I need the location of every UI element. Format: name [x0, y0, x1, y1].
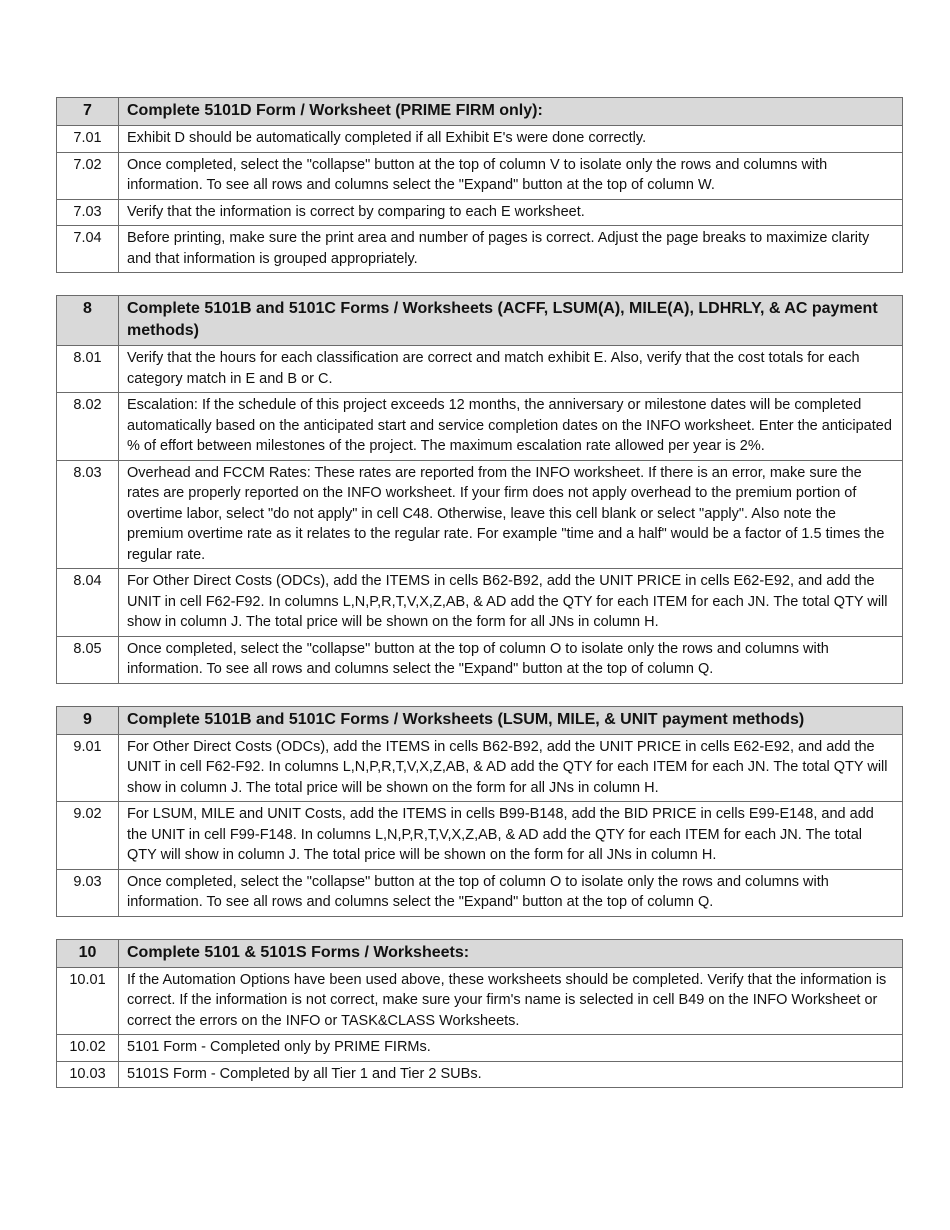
step-text: 5101S Form - Completed by all Tier 1 and Tier 2 SUBs.: [119, 1061, 903, 1088]
section-header: [57, 706, 903, 734]
table-row: [57, 1035, 903, 1062]
step-number: 8.01: [57, 346, 119, 393]
section-number: 10: [57, 939, 119, 967]
instructions-page: [56, 97, 902, 1088]
table-row: [57, 126, 903, 153]
table-row: [57, 569, 903, 637]
step-number: 9.01: [57, 734, 119, 802]
step-text: Before printing, make sure the print area and number of pages is correct. Adjust the page breaks to maximize clarity and that information is grouped appropriately.: [119, 226, 903, 273]
step-number: 8.02: [57, 393, 119, 461]
step-text: If the Automation Options have been used above, these worksheets should be completed. Verify that the information is correct. If the information is not correct, make sure your firm's name is selected in cell B49 on the INFO Worksheet or correct the errors on the INFO or TASK&CLASS Worksheets.: [119, 967, 903, 1035]
step-text: Verify that the information is correct by comparing to each E worksheet.: [119, 199, 903, 226]
section-9-table: [56, 706, 903, 917]
step-number: 10.01: [57, 967, 119, 1035]
table-row: [57, 199, 903, 226]
section-number: 7: [57, 98, 119, 126]
section-title: Complete 5101 & 5101S Forms / Worksheets:: [119, 939, 903, 967]
step-text: Once completed, select the "collapse" button at the top of column V to isolate only the rows and columns with information. To see all rows and columns select the "Expand" button at the top of column W.: [119, 152, 903, 199]
section-number: 8: [57, 296, 119, 346]
step-number: 10.03: [57, 1061, 119, 1088]
table-row: [57, 152, 903, 199]
step-number: 8.03: [57, 460, 119, 569]
section-header: [57, 296, 903, 346]
table-row: [57, 1061, 903, 1088]
step-text: For LSUM, MILE and UNIT Costs, add the ITEMS in cells B99-B148, add the BID PRICE in cells E99-E148, and add the UNIT in cell F99-F148. In columns L,N,P,R,T,V,X,Z,AB, & AD add the QTY for each ITEM for each JN. The total QTY will show in column J. The total price will be shown on the form for all JNs in column H.: [119, 802, 903, 870]
table-row: [57, 226, 903, 273]
section-8-table: [56, 295, 903, 684]
table-row: [57, 460, 903, 569]
table-row: [57, 734, 903, 802]
step-number: 7.01: [57, 126, 119, 153]
step-text: Verify that the hours for each classification are correct and match exhibit E. Also, verify that the cost totals for each category match in E and B or C.: [119, 346, 903, 393]
step-number: 7.03: [57, 199, 119, 226]
step-text: Once completed, select the "collapse" button at the top of column O to isolate only the rows and columns with information. To see all rows and columns select the "Expand" button at the top of column Q.: [119, 636, 903, 683]
step-number: 8.05: [57, 636, 119, 683]
section-spacer: [56, 684, 902, 706]
step-number: 7.04: [57, 226, 119, 273]
step-number: 9.02: [57, 802, 119, 870]
step-text: Exhibit D should be automatically completed if all Exhibit E's were done correctly.: [119, 126, 903, 153]
section-title: Complete 5101D Form / Worksheet (PRIME FIRM only):: [119, 98, 903, 126]
table-row: [57, 802, 903, 870]
step-text: For Other Direct Costs (ODCs), add the ITEMS in cells B62-B92, add the UNIT PRICE in cells E62-E92, and add the UNIT in cell F62-F92. In columns L,N,P,R,T,V,X,Z,AB, & AD add the QTY for each ITEM for each JN. The total QTY will show in column J. The total price will be shown on the form for all JNs in column H.: [119, 734, 903, 802]
step-text: Escalation: If the schedule of this project exceeds 12 months, the anniversary or milestone dates will be completed automatically based on the anticipated start and service completion dates on the INFO worksheet. Enter the anticipated % of effort between milestones of the project. The maximum escalation rate allowed per year is 2%.: [119, 393, 903, 461]
section-number: 9: [57, 706, 119, 734]
step-number: 9.03: [57, 869, 119, 916]
section-title: Complete 5101B and 5101C Forms / Worksheets (ACFF, LSUM(A), MILE(A), LDHRLY, & AC payment methods): [119, 296, 903, 346]
table-row: [57, 967, 903, 1035]
step-number: 10.02: [57, 1035, 119, 1062]
section-header: [57, 939, 903, 967]
section-spacer: [56, 917, 902, 939]
section-header: [57, 98, 903, 126]
step-text: Once completed, select the "collapse" button at the top of column O to isolate only the rows and columns with information. To see all rows and columns select the "Expand" button at the top of column Q.: [119, 869, 903, 916]
table-row: [57, 869, 903, 916]
step-text: Overhead and FCCM Rates: These rates are reported from the INFO worksheet. If there is an error, make sure the rates are properly reported on the INFO worksheet. If your firm does not apply overhead to the premium portion of overtime labor, select "do not apply" in cell C48. Otherwise, leave this cell blank or select "apply". Also note the premium overtime rate as it relates to the regular rate. For example "time and a half" would be a factor of 1.5 times the regular rate.: [119, 460, 903, 569]
section-7-table: [56, 97, 903, 273]
table-row: [57, 346, 903, 393]
step-number: 7.02: [57, 152, 119, 199]
section-spacer: [56, 273, 902, 295]
section-10-table: [56, 939, 903, 1089]
step-text: 5101 Form - Completed only by PRIME FIRMs.: [119, 1035, 903, 1062]
step-number: 8.04: [57, 569, 119, 637]
section-title: Complete 5101B and 5101C Forms / Worksheets (LSUM, MILE, & UNIT payment methods): [119, 706, 903, 734]
table-row: [57, 636, 903, 683]
step-text: For Other Direct Costs (ODCs), add the ITEMS in cells B62-B92, add the UNIT PRICE in cells E62-E92, and add the UNIT in cell F62-F92. In columns L,N,P,R,T,V,X,Z,AB, & AD add the QTY for each ITEM for each JN. The total QTY will show in column J. The total price will be shown on the form for all JNs in column H.: [119, 569, 903, 637]
table-row: [57, 393, 903, 461]
